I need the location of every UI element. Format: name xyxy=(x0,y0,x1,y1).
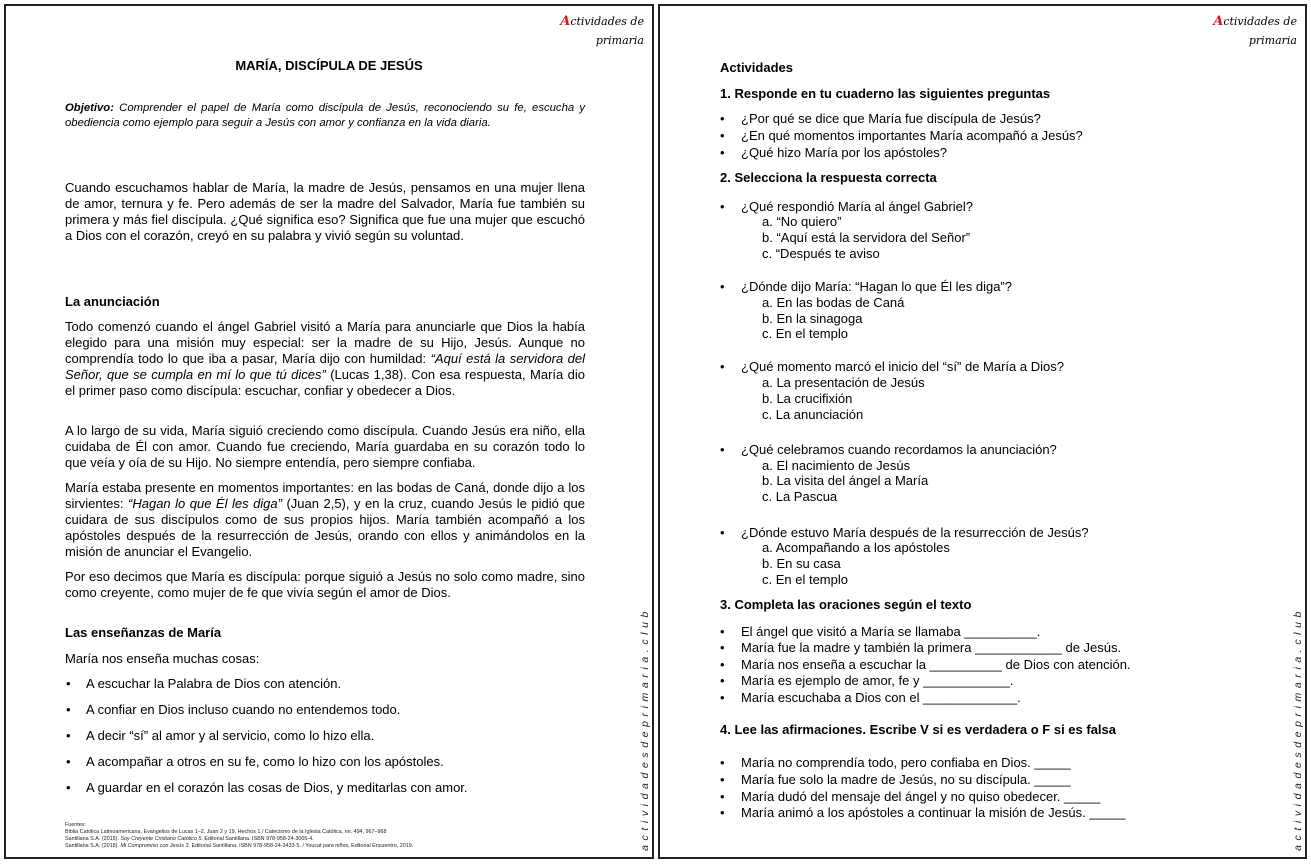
question-2-title: 2. Selecciona la respuesta correcta xyxy=(720,170,937,185)
section-title-anunciacion: La anunciación xyxy=(65,294,160,309)
true-false-item: • María fue solo la madre de Jesús, no su discípula. _____ xyxy=(720,772,1071,787)
ensenanzas-intro: María nos enseña muchas cosas: xyxy=(65,651,260,666)
answer-option: b. En su casa xyxy=(762,556,841,571)
answer-option: a. Acompañando a los apóstoles xyxy=(762,540,950,555)
true-false-item: • María no comprendía todo, pero confiaba en Dios. _____ xyxy=(720,755,1071,770)
site-url-vertical: actividadesdeprimaria.club xyxy=(639,607,651,851)
list-item: • ¿En qué momentos importantes María acompañó a Jesús? xyxy=(720,128,1083,143)
list-item: • ¿Qué hizo María por los apóstoles? xyxy=(720,145,947,160)
answer-option: b. En la sinagoga xyxy=(762,311,863,326)
question-4-title: 4. Lee las afirmaciones. Escribe V si es verdadera o F si es falsa xyxy=(720,722,1116,737)
brand-logo: Actividades de primaria xyxy=(1213,14,1297,47)
answer-option: b. “Aquí está la servidora del Señor” xyxy=(762,230,971,245)
multiple-choice-question: • ¿Qué momento marcó el inicio del “sí” de María a Dios? xyxy=(720,359,1064,374)
answer-option: c. “Después te aviso xyxy=(762,246,880,261)
section-title-ensenanzas: Las enseñanzas de María xyxy=(65,625,222,640)
worksheet-page-reading: Actividades de primaria MARÍA, DISCÍPULA DE JESÚS Objetivo: Comprender el papel de María como discípula de Jesús, reconociendo su fe, escucha y obediencia como ejemplo para seguir a Jesús con amor y confianza en la vida diaria. Cuando escuchamos hablar de María, la madre de Jesús, pensamos en una mujer llena de amor, ternura y fe. Pero además de ser la madre del Salvador, María fue también su primera y más fiel discípula. ¿Qué significa eso? Significa que fue una mujer que escuchó a Dios con el corazón, creyó en su palabra y vivió según su voluntad. La anunciación Todo comenzó cuando el ángel Gabriel visitó a María para anunciarle que Dios la había elegido para una misión muy especial: ser la madre de su Hijo, Jesús. Aunque no comprendía todo lo que iba a pasar, María dijo con humildad: “Aquí está la servidora del Señor, que se cumpla en mí lo que tú dices” (Lucas 1,38). Con esa respuesta, María dio el primer paso como discípula: escuchar, confiar y obedecer a Dios. A lo largo de su vida, María siguió creciendo como discípula. Cuando Jesús era niño, ella cuidaba de Él con amor. Cuando fue creciendo, María guardaba en su corazón todo lo que veía y oía de su Hijo. No siempre entendía, pero siempre confiaba. María estaba presente en momentos importantes: en las bodas de Caná, donde dijo a los sirvientes: “Hagan lo que Él les diga” (Juan 2,5), y en la cruz, cuando Jesús le pidió que cuidara de sus discípulos como de sus propios hijos. María también acompañó a los apóstoles después de la resurrección de Jesús, orando con ellos y animándolos en la misión de anunciar el Evangelio. Por eso decimos que María es discípula: porque siguió a Jesús no solo como madre, sino como creyente, como mujer de fe que vivía según el amor de Dios. Las enseñanzas de María María nos enseña muchas cosas: • A escuchar la Palabra de Dios con atención. • A confiar en Dios incluso cuando no entendemos todo. • A decir “sí” al amor y al servicio, como lo hizo ella. • A acompañar a otros en su fe, como lo hizo con los apóstoles. • A guardar en el corazón las cosas de Dios, y meditarlas con amor. Fuentes: Biblia Católica Latinoamericana, Evangelios de Lucas 1–2, Juan 2 y 19, Hechos 1 / Catecismo de la Iglesia Católica, nn. 494, 967–968 Santillana S.A. (2015). Soy Creyente Cristiano Católico 5. Editorial Santillana. ISBN 978-958-24-3005-4. Santillana S.A. (2018). Mi Compromiso con Jesús 3. Editorial Santillana. ISBN 978-958-24-3433-5. / Youcat para niños, Editorial Encuentro, 2019. actividadesdeprimaria.club xyxy=(4,4,654,859)
answer-option: a. La presentación de Jesús xyxy=(762,375,925,390)
page-title: MARÍA, DISCÍPULA DE JESÚS xyxy=(235,58,423,73)
intro-paragraph: Cuando escuchamos hablar de María, la madre de Jesús, pensamos en una mujer llena de amor, ternura y fe. Pero además de ser la madre del Salvador, María fue también su primera y más fiel discípula. ¿Qué significa eso? Significa que fue una mujer que escuchó a Dios con el corazón, creyó en su palabra y vivió según su voluntad. xyxy=(65,180,585,243)
multiple-choice-question: • ¿Qué celebramos cuando recordamos la anunciación? xyxy=(720,442,1057,457)
answer-option: c. En el templo xyxy=(762,572,848,587)
fill-in-item: • María fue la madre y también la primera ____________ de Jesús. xyxy=(720,640,1122,655)
answer-option: b. La crucifixión xyxy=(762,391,853,406)
anunciacion-paragraph-2: A lo largo de su vida, María siguió creciendo como discípula. Cuando Jesús era niño, ella cuidaba de Él con amor. Cuando fue creciendo, María guardaba en su corazón todo lo que veía y oía de su Hijo. No siempre entendía, pero siempre confiaba. xyxy=(65,423,585,470)
fill-in-item: • El ángel que visitó a María se llamaba __________. xyxy=(720,624,1041,639)
true-false-item: • María dudó del mensaje del ángel y no quiso obedecer. _____ xyxy=(720,789,1101,804)
objective-text: Objetivo: Comprender el papel de María como discípula de Jesús, reconociendo su fe, escucha y obediencia como ejemplo para seguir a Jesús con amor y confianza en la vida diaria. xyxy=(65,102,585,129)
fill-in-item: • María escuchaba a Dios con el _____________. xyxy=(720,690,1021,705)
answer-option: b. La visita del ángel a María xyxy=(762,473,929,488)
answer-option: a. El nacimiento de Jesús xyxy=(762,458,911,473)
list-item: • ¿Por qué se dice que María fue discípula de Jesús? xyxy=(720,111,1041,126)
brand-logo: Actividades de primaria xyxy=(560,14,644,47)
answer-option: c. La anunciación xyxy=(762,407,864,422)
answer-option: c. La Pascua xyxy=(762,489,838,504)
anunciacion-paragraph-1: Todo comenzó cuando el ángel Gabriel visitó a María para anunciarle que Dios la había elegido para una misión muy especial: ser la madre de su Hijo, Jesús. Aunque no comprendía todo lo que iba a pasar, María dijo con humildad: “Aquí está la servidora del Señor, que se cumpla en mí lo que tú dices” (Lucas 1,38). Con esa respuesta, María dio el primer paso como discípula: escuchar, confiar y obedecer a Dios. xyxy=(65,319,586,398)
fill-in-item: • María nos enseña a escuchar la __________ de Dios con atención. xyxy=(720,657,1131,672)
site-url-vertical: actividadesdeprimaria.club xyxy=(1292,607,1304,851)
question-3-title: 3. Completa las oraciones según el texto xyxy=(720,597,972,612)
anunciacion-paragraph-3: María estaba presente en momentos importantes: en las bodas de Caná, donde dijo a los sirvientes: “Hagan lo que Él les diga” (Juan 2,5), y en la cruz, cuando Jesús le pidió que cuidara de sus discípulos como de sus propios hijos. María también acompañó a los apóstoles después de la resurrección de Jesús, orando con ellos y animándolos en la misión de anunciar el Evangelio. xyxy=(65,480,585,559)
question-1-title: 1. Responde en tu cuaderno las siguientes preguntas xyxy=(720,86,1051,101)
sources-footnote: Fuentes: Biblia Católica Latinoamericana, Evangelios de Lucas 1–2, Juan 2 y 19, Hechos 1 / Catecismo de la Iglesia Católica, nn. 494, 967–968 Santillana S.A. (2015). Soy Creyente Cristiano Católico 5. Editorial Santillana. ISBN 978-958-24-3005-4. Santillana S.A. (2018). Mi Compromiso con Jesús 3. Editorial Santillana. ISBN 978-958-24-3433-5. / Youcat para niños, Editorial Encuentro, 2019. xyxy=(65,822,414,849)
activities-title: Actividades xyxy=(720,60,793,75)
multiple-choice-question: • ¿Dónde estuvo María después de la resurrección de Jesús? xyxy=(720,525,1089,540)
answer-option: a. “No quiero” xyxy=(762,214,842,229)
answer-option: c. En el templo xyxy=(762,326,848,341)
answer-option: a. En las bodas de Caná xyxy=(762,295,905,310)
anunciacion-paragraph-4: Por eso decimos que María es discípula: porque siguió a Jesús no solo como madre, sino como creyente, como mujer de fe que vivía según el amor de Dios. xyxy=(65,569,585,600)
true-false-item: • María animó a los apóstoles a continuar la misión de Jesús. _____ xyxy=(720,805,1126,820)
multiple-choice-question: • ¿Dónde dijo María: “Hagan lo que Él les diga”? xyxy=(720,279,1012,294)
multiple-choice-question: • ¿Qué respondió María al ángel Gabriel? xyxy=(720,199,973,214)
fill-in-item: • María es ejemplo de amor, fe y ____________. xyxy=(720,673,1014,688)
worksheet-page-activities xyxy=(658,4,1307,859)
